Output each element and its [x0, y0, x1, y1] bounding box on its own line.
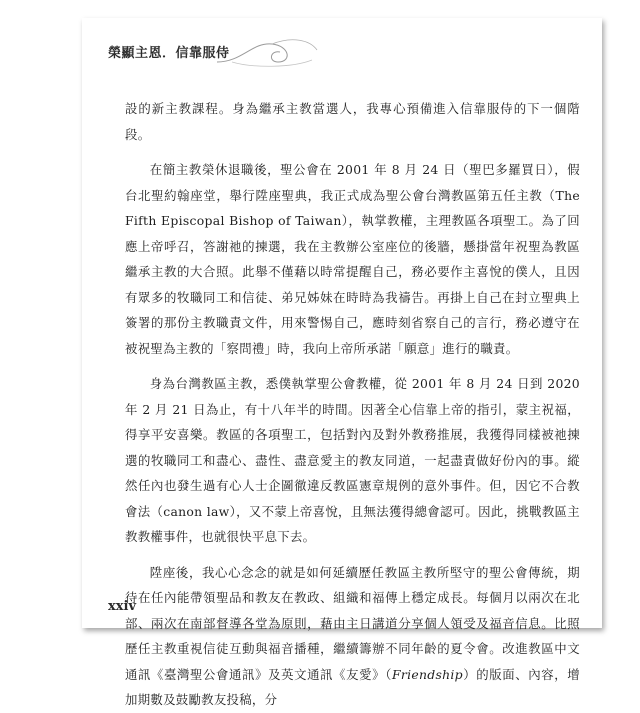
body-text	[125, 96, 580, 713]
book-page	[82, 18, 602, 707]
page-number: xxiv	[108, 599, 136, 614]
paragraph-4-text-a: 陞座後，我心心念念的就是如何延續歷任教區主教所堅守的聖公會傳統，期待在任內能帶領聖品和教友在教政、組織和福傳上穩定成長。每個月以兩次在北部、兩次在南部督導各堂為原則，藉由主日講道分享個人領受及福音信息。比照歷任主教重視信徒互動與福音播種，繼續籌辦不同年齡的夏令會。改進教區中文通訊《臺灣聖公會通訊》及英文通訊《友愛》（	[125, 564, 580, 682]
paragraph-2: 在簡主教榮休退職後，聖公會在 2001 年 8 月 24 日（聖巴多羅買日），假台北聖約翰座堂，舉行陞座聖典，我正式成為聖公會台灣教區第五任主教（The Fifth Episcopal Bishop of Taiwan），執掌教權，主理教區各項聖工。為了回應上帝呼召，答謝祂的揀選，我在主教辦公室座位的後牆，懸掛當年祝聖為教區繼承主教的大合照。此舉不僅藉以時常提醒自己，務必要作主喜悅的僕人，且因有眾多的牧職同工和信徒、弟兄姊妹在時時為我禱告。再掛上自己在封立聖典上簽署的那份主教職責文件，用來警惕自己，應時刻省察自己的言行，務必遵守在被祝聖為主教的「察問禮」時，我向上帝所承諾「願意」進行的職責。	[125, 162, 580, 356]
paragraph-3: 身為台灣教區主教，悉僕執掌聖公會教權，從 2001 年 8 月 24 日到 2020 年 2 月 21 日為止，有十八年半的時間。因著全心信靠上帝的指引，蒙主祝福，得享平安喜樂。教區的各項聖工，包括對內及對外教務推展，我獲得同樣被祂揀選的牧職同工和盡心、盡性、盡意愛主的教友同道，一起盡責做好份內的事。縱然任內也發生過有心人士企圖徹違反教區憲章規例的意外事件。但，因它不合教會法（canon law），又不蒙上帝喜悅，且無法獲得總會認可。因此，挑戰教區主教教權事件，也就很快平息下去。	[125, 376, 580, 544]
paragraph-4	[125, 560, 580, 713]
paragraph-4-italic: Friendship	[391, 666, 463, 682]
paragraph-1: 設的新主教課程。身為繼承主教當選人，我專心預備進入信靠服侍的下一個階段。	[125, 101, 580, 142]
paragraph-4-text-b: ）的版面、內容，增加期數及鼓勵教友投稿，分	[125, 666, 580, 707]
running-head: 榮顯主恩．信靠服侍	[108, 46, 230, 61]
